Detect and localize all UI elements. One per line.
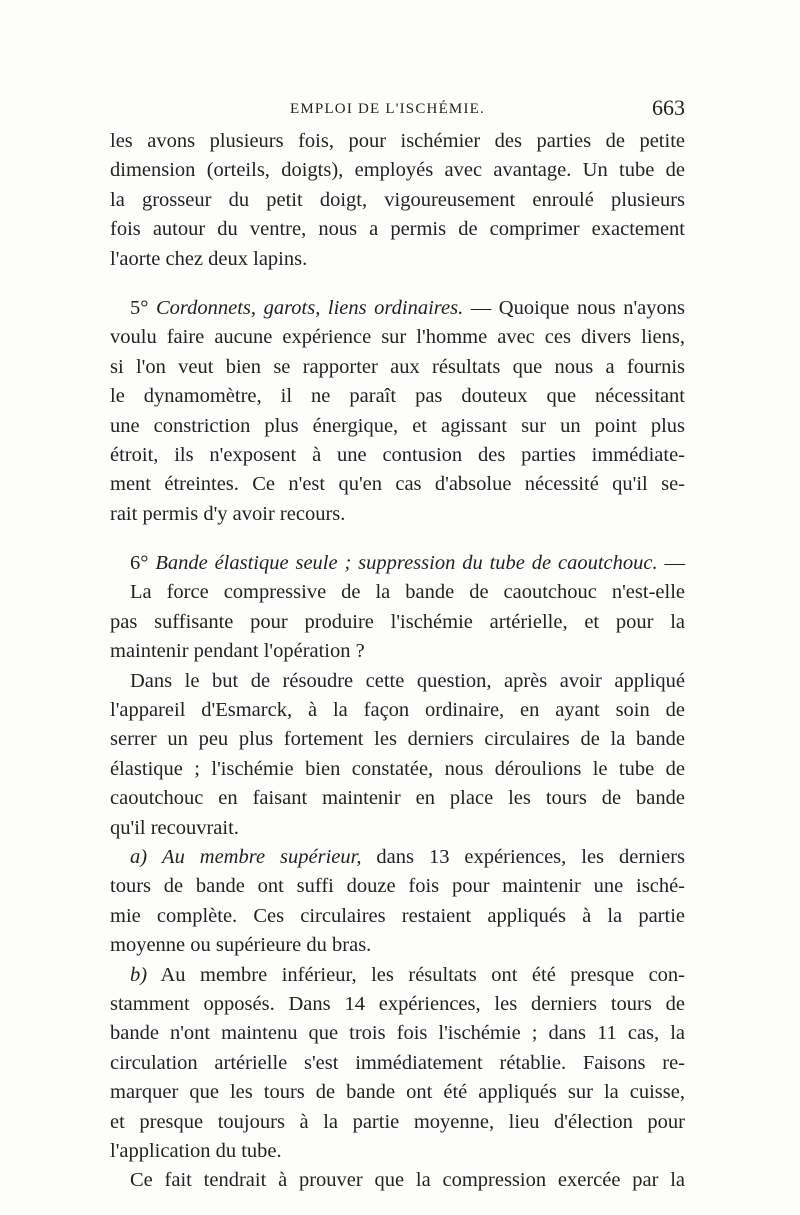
text-line: étroit, ils n'exposent à une contusion des parties immédiate- [110,443,685,466]
section-number: 6° [130,552,149,575]
text-line: bande n'ont maintenu que trois fois l'ischémie ; dans 11 cas, la [110,1022,685,1045]
section-5 [110,294,685,529]
text-line: Dans le but de résoudre cette question, après avoir appliqué [130,669,685,692]
paragraph-gap [110,274,685,294]
subsection-heading: Au membre supérieur, [162,845,362,868]
section-6 [110,549,685,1196]
text-line: La force compressive de la bande de caoutchouc n'est-elle [130,581,685,604]
text-line: dimension (orteils, doigts), employés avec avantage. Un tube de [110,159,685,182]
text-line: une constriction plus énergique, et agissant sur un point plus [110,414,685,437]
text-line: l'aorte chez deux lapins. [110,247,308,270]
text-line: ment étreintes. Ce n'est qu'en cas d'absolue nécessité qu'il se- [110,473,685,496]
text-run: — Quoique nous n'ayons [470,296,685,319]
subsection-label: b) [130,963,148,986]
text-line: élastique ; l'ischémie bien constatée, nous déroulions le tube de [110,757,685,780]
text-line: et presque toujours à la partie moyenne, lieu d'élection pour [110,1110,685,1133]
section-number: 5° [130,296,149,319]
running-title: EMPLOI DE L'ISCHÉMIE. [290,101,485,117]
text-run: — [664,552,685,575]
section-heading: Bande élastique seule ; suppression du tube de caoutchouc. [155,552,658,575]
text-line: tours de bande ont suffi douze fois pour maintenir une isché- [110,875,685,898]
text-line: mie complète. Ces circulaires restaient appliqués à la partie [110,904,685,927]
text-line: rait permis d'y avoir recours. [110,502,346,525]
text-line: caoutchouc en faisant maintenir en place les tours de bande [110,787,685,810]
running-header [110,95,685,125]
text-line: l'appareil d'Esmarck, à la façon ordinaire, en ayant soin de [110,699,685,722]
text-line: le dynamomètre, il ne paraît pas douteux que nécessitant [110,385,685,408]
text-line: si l'on veut bien se rapporter aux résultats que nous a fournis [110,355,685,378]
text-line: moyenne ou supérieure du bras. [110,934,372,957]
section-heading: Cordonnets, garots, liens ordinaires. [156,296,464,319]
paragraph-gap [110,529,685,549]
page-number: 663 [652,95,685,120]
text-line: fois autour du ventre, nous a permis de comprimer exactement [110,218,685,241]
body-text [110,127,685,1196]
text-line: voulu faire aucune expérience sur l'homme avec ces divers liens, [110,326,685,349]
text-run: Au membre inférieur, les résultats ont été presque con- [160,963,686,986]
subsection-a-line [110,843,685,872]
text-run: dans 13 expériences, les derniers [376,845,686,868]
text-line: pas suffisante pour produire l'ischémie artérielle, et pour la [110,610,685,633]
text-line: qu'il recouvrait. [110,816,239,839]
text-line: serrer un peu plus fortement les derniers circulaires de la bande [110,728,685,751]
paragraph-continuation [110,127,685,274]
text-line: maintenir pendant l'opération ? [110,640,365,663]
text-line: stamment opposés. Dans 14 expériences, les derniers tours de [110,992,685,1015]
section-6-heading-line [110,549,685,578]
text-line: Ce fait tendrait à prouver que la compression exercée par la [130,1169,685,1192]
text-line: circulation artérielle s'est immédiatement rétablie. Faisons re- [110,1051,685,1074]
text-line: les avons plusieurs fois, pour ischémier des parties de petite [110,130,685,152]
subsection-label: a) [130,845,148,868]
text-line: l'application du tube. [110,1139,282,1162]
section-5-heading-line [110,294,685,323]
text-line: marquer que les tours de bande ont été appliqués sur la cuisse, [110,1081,685,1104]
text-line: la grosseur du petit doigt, vigoureusement enroulé plusieurs [110,188,685,211]
subsection-b-line [110,961,685,990]
